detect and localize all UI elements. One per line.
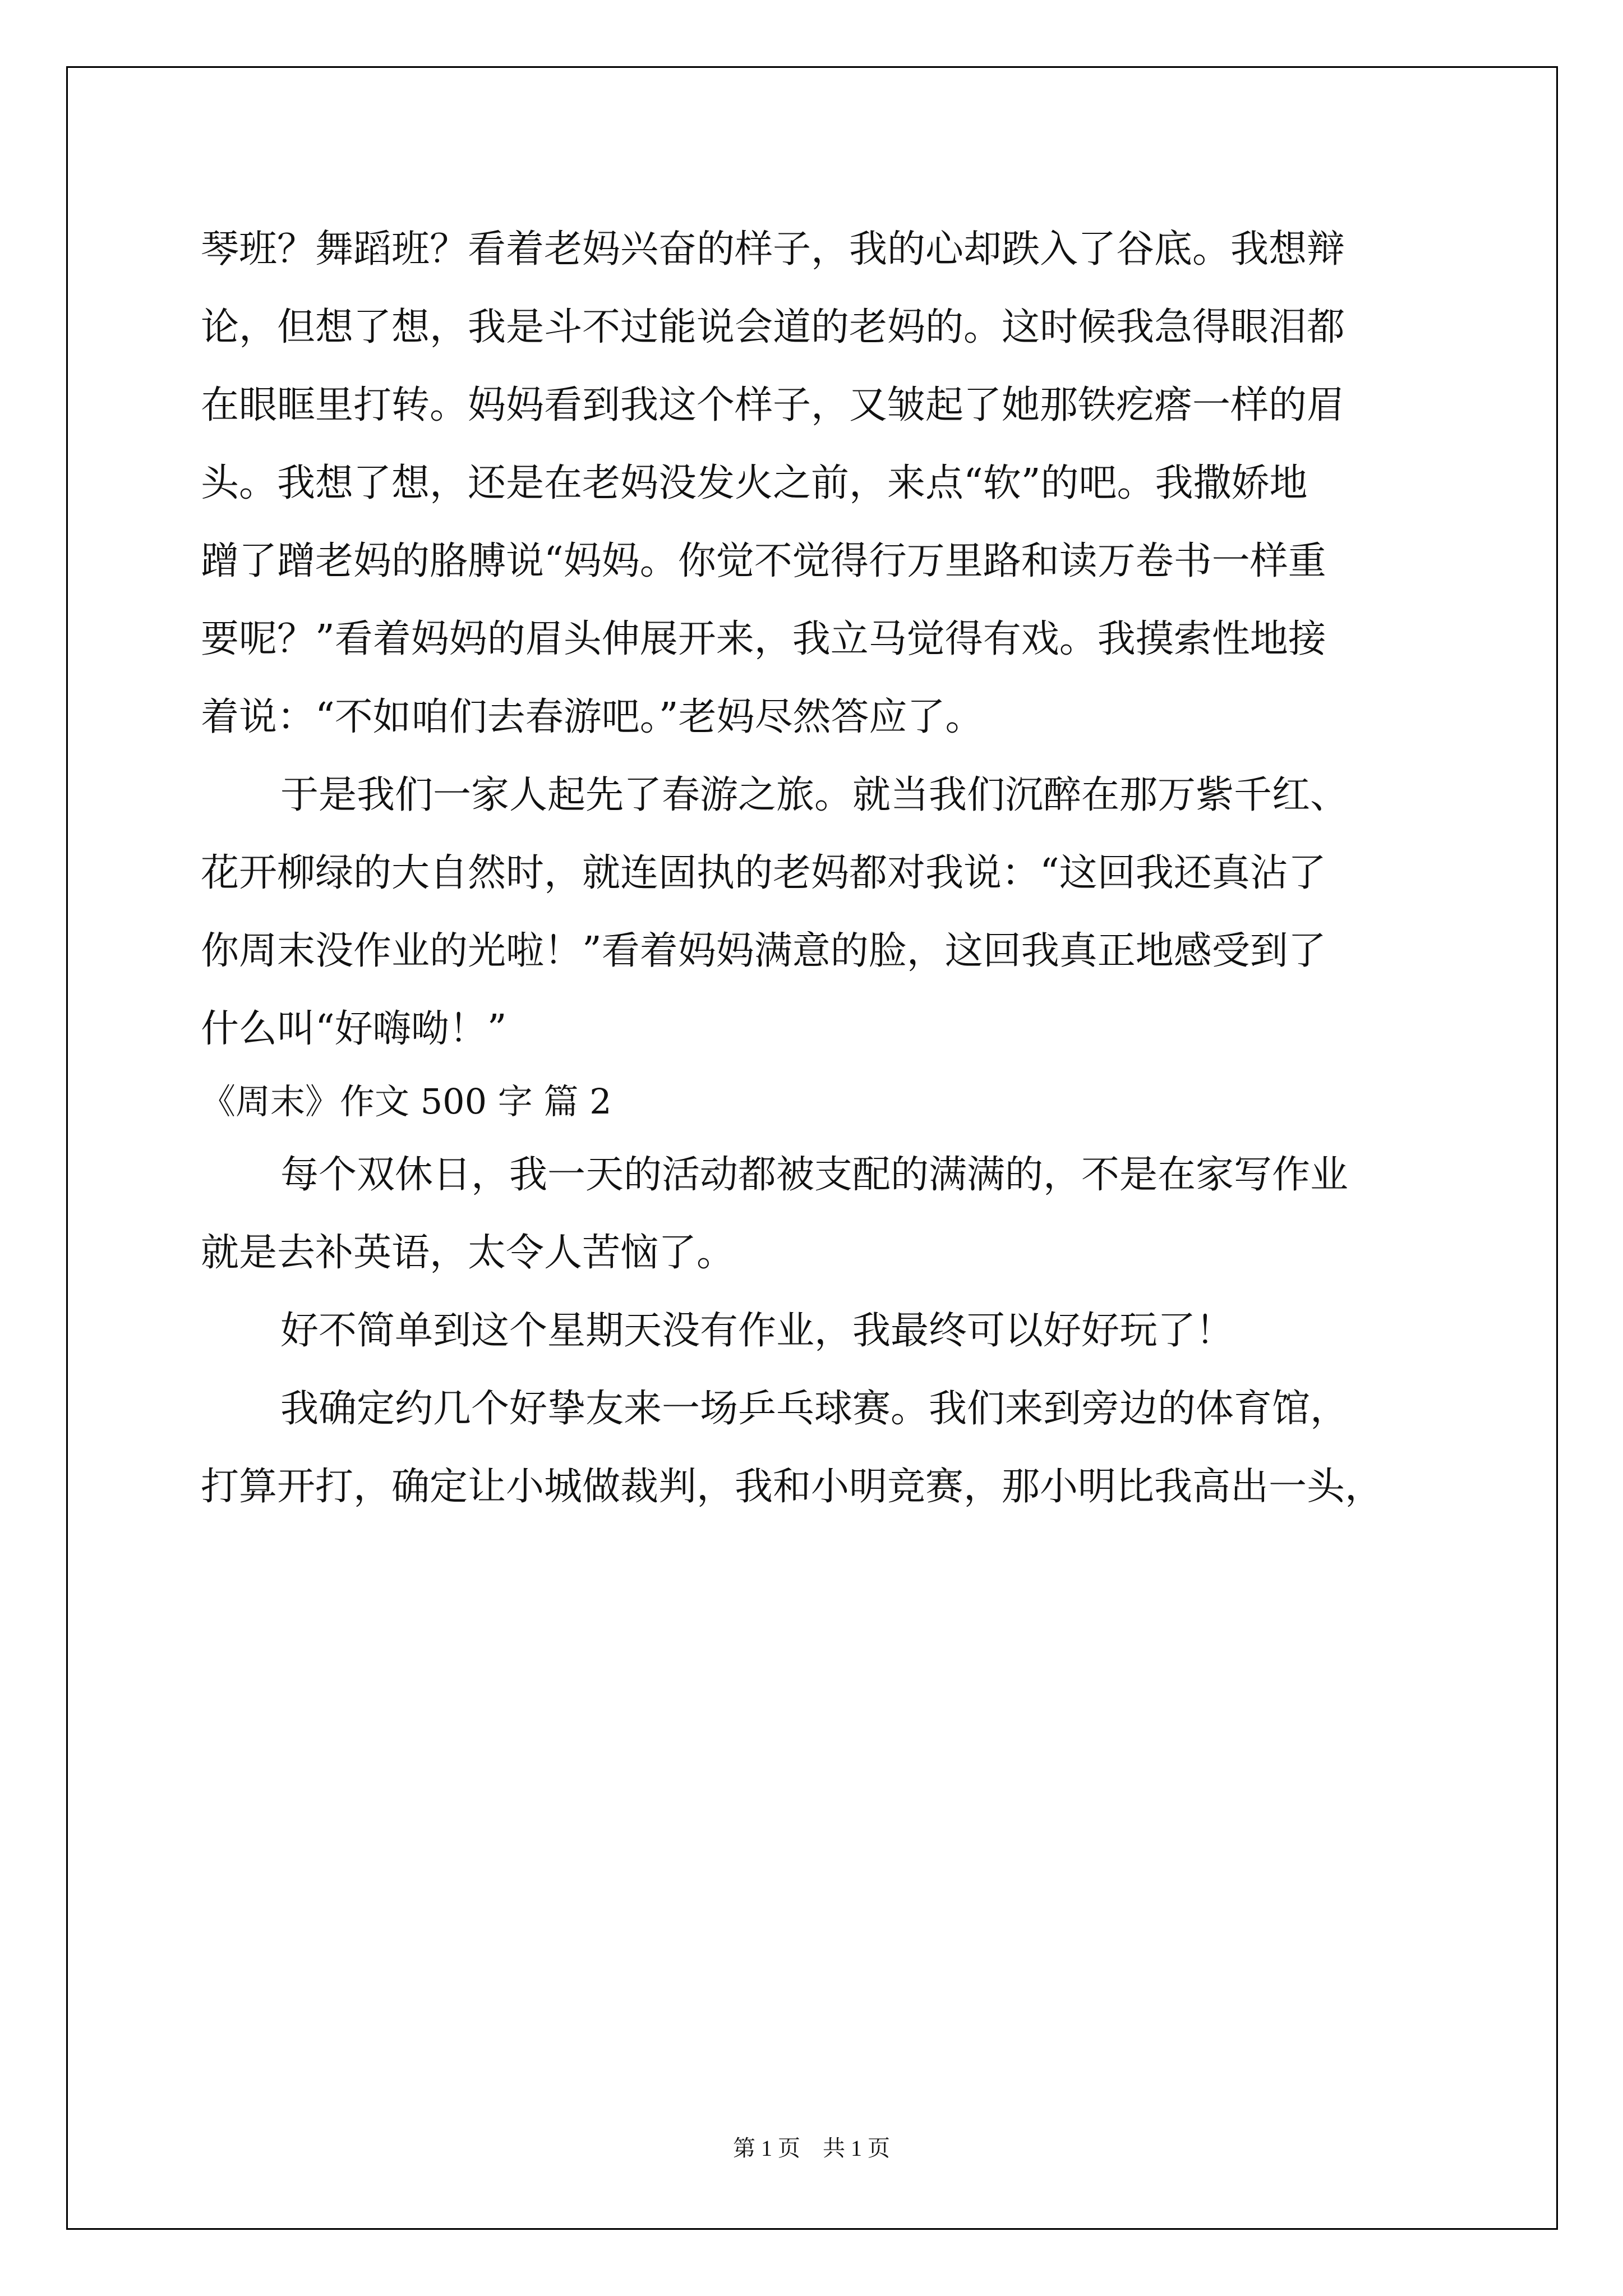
text-line: 头。我想了想，还是在老妈没发火之前，来点“软”的吧。我撒娇地 [201, 461, 1308, 505]
text-line: 就是去补英语，太令人苦恼了。 [201, 1231, 735, 1275]
text-line: 好不简单到这个星期天没有作业，我最终可以好好玩了！ [280, 1309, 1234, 1353]
text-line: 着说：“不如咱们去春游吧。”老妈尽然答应了。 [201, 695, 984, 739]
text-line: 论，但想了想，我是斗不过能说会道的老妈的。这时候我急得眼泪都 [201, 305, 1345, 349]
text-line: 于是我们一家人起先了春游之旅。就当我们沉醉在那万紫千红、 [280, 773, 1349, 817]
page-footer: 第 1 页 共 1 页 [733, 2136, 890, 2161]
text-line: 蹭了蹭老妈的胳膊说“妈妈。你觉不觉得行万里路和读万卷书一样重 [201, 539, 1326, 583]
text-line: 我确定约几个好挚友来一场乒乓球赛。我们来到旁边的体育馆， [280, 1387, 1349, 1431]
text-line: 琴班？舞蹈班？看着老妈兴奋的样子，我的心却跌入了谷底。我想辩 [201, 227, 1345, 272]
text-line: 花开柳绿的大自然时，就连固执的老妈都对我说：“这回我还真沾了 [201, 851, 1326, 895]
section-heading: 《周末》作文 500 字 篇 2 [201, 1081, 612, 1122]
text-line: 你周末没作业的光啦！”看着妈妈满意的脸，这回我真正地感受到了 [201, 929, 1326, 973]
text-line: 每个双休日，我一天的活动都被支配的满满的，不是在家写作业 [280, 1153, 1349, 1197]
text-line: 什么叫“好嗨呦！” [201, 1007, 507, 1051]
text-line: 打算开打，确定让小城做裁判，我和小明竞赛，那小明比我高出一头， [201, 1465, 1384, 1509]
text-line: 要呢？”看着妈妈的眉头伸展开来，我立马觉得有戏。我摸索性地接 [201, 617, 1326, 661]
text-line: 在眼眶里打转。妈妈看到我这个样子，又皱起了她那铁疙瘩一样的眉 [201, 383, 1345, 427]
